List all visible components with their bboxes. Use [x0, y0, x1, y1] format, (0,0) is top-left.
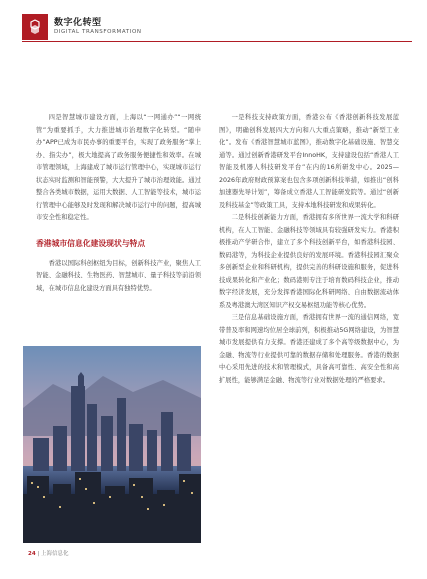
right-column: [219, 112, 399, 387]
header-divider: [22, 41, 412, 42]
page-footer: [28, 549, 69, 557]
page-header: [22, 14, 412, 42]
data-chip-icon: [26, 18, 44, 36]
hongkong-skyline-photo: [23, 346, 201, 543]
paragraph-innovation-capacity: 二是科技创新能力方面，香港拥有多所世界一流大学和科研机构，在人工智能、金融科技等领域具有较强研发实力。香港积极推动产学研合作，建立了多个科技创新平台，如香港科技园、数码港等，为科技企业提供良好的发展环境。香港科技园汇聚众多创新型企业和科研机构，提供完善的科研设施和服务，促进科技成果转化和产业化；数码港则专注于培育数码科技企业，推动数字经济发展，充分发挥香港国际化科研网络、自由数据流动体系及粤港澳大湾区知识产权交易枢纽功能等核心优势。: [219, 214, 399, 309]
left-column: [36, 112, 201, 295]
subheading-hongkong: 香港城市信息化建设现状与特点: [36, 238, 146, 248]
paragraph-shanghai-smart-city: 四是智慧城市建设方面，上海以“一网通办”“一网统管”为重要抓手，大力推进城市治理数字化转型。“随申办”APP已成为市民办事的重要平台，实现了政务服务“掌上办、指尖办”，极大地提高了政务服务便捷性和效率。在城市管理领域，上海建成了城市运行管理中心，实现城市运行状态实时监测和智能预警，大大提升了城市治理效能。通过整合各类城市数据，运用大数据、人工智能等技术，城市运行管理中心能够及时发现和解决城市运行中的问题，提高城市安全性和稳定性。: [36, 114, 201, 221]
paragraph-infrastructure: 三是信息基础设施方面，香港拥有世界一流的通信网络，宽带普及率和网速均位居全球前列，积极推动5G网络建设，为智慧城市发展提供有力支撑。香港还建成了多个高等级数据中心，为金融、物流等行业提供可靠的数据存储和处理服务。香港的数据中心采用先进的技术和管理模式，具备高可靠性、高安全性和高扩展性，能够满足金融、物流等行业对数据处理的严格要求。: [219, 314, 399, 384]
publication-name: 上海信息化: [41, 551, 69, 557]
section-subtitle: DIGITAL TRANSFORMATION: [54, 29, 142, 35]
section-logo-icon: [22, 14, 48, 40]
paragraph-hongkong-intro: 香港以国际科创枢纽为目标，创新科技产业，聚焦人工智能、金融科技、生物医药、智慧城市、量子科技等前沿领域，在城市信息化建设方面具有独特优势。: [36, 259, 201, 292]
page-number: 24: [28, 551, 36, 557]
section-title: 数字化转型: [54, 18, 102, 28]
paragraph-policy-support: 一是科技支持政策方面，香港公布《香港创新科技发展蓝图》，明确创科发展四大方向和八大重点策略，推动“新型工业化”。发布《香港智慧城市蓝图》，推动数字化基础设施、智慧交通等。通过创新香港研发平台InnoHK，支持建设包括“香港人工智能及机器人科技研发平台”在内的16所研发中心。2025—2026年政府财政预算案也包含多项创新科技举措，如推出“创科加速器先导计划”，筹备成立香港人工智能研发院等。通过“创新及科技基金”等政策工具，支持本地科技研发和成果转化。: [219, 114, 399, 209]
footer-separator: |: [37, 551, 42, 557]
